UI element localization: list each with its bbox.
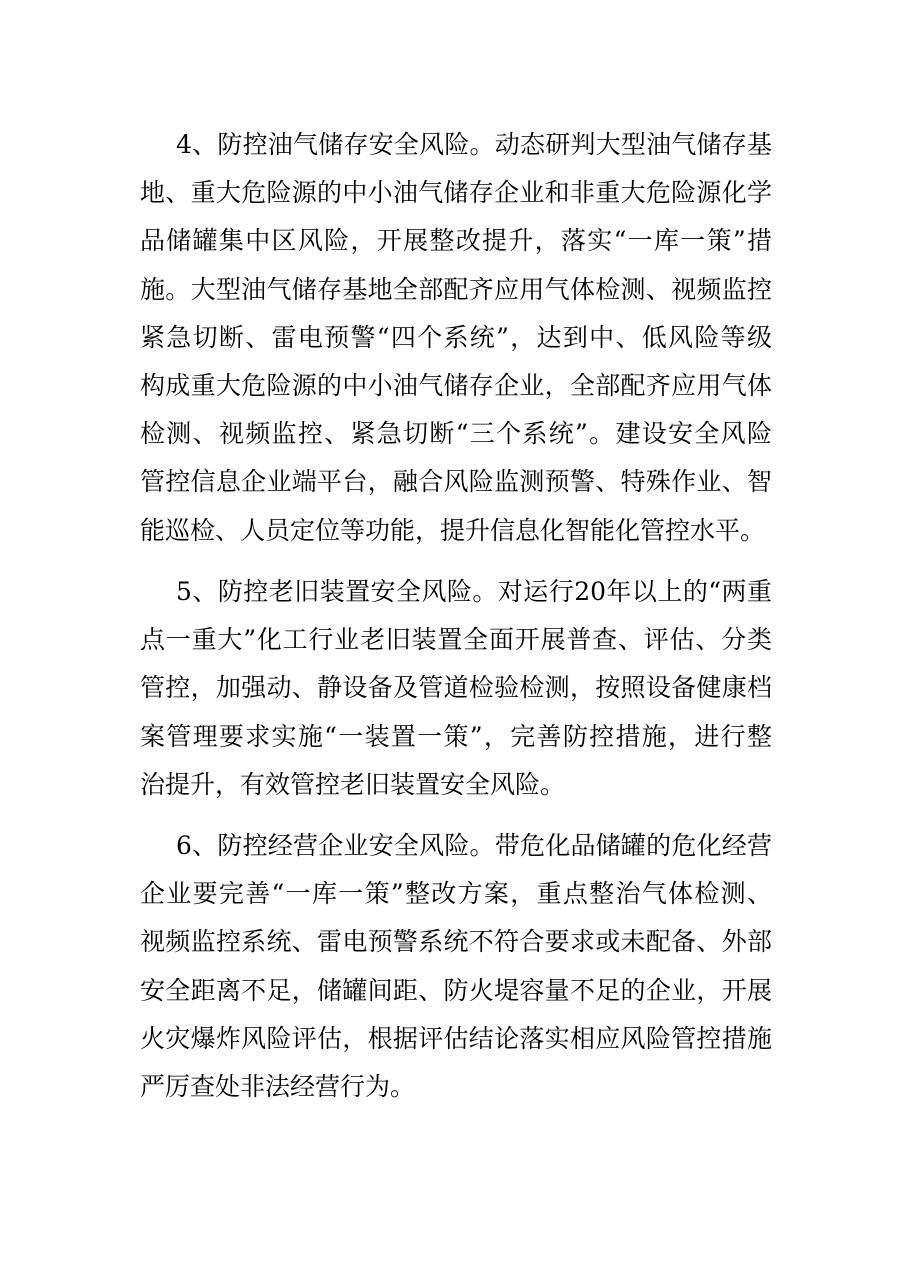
text-line: 5、防控老旧装置安全风险。对运行20年以上的“两重: [176, 577, 772, 606]
text-line: 点一重大”化工行业老旧装置全面开展普查、评估、分类: [140, 625, 772, 655]
text-line: 构成重大危险源的中小油气储存企业，全部配齐应用气体: [140, 370, 772, 400]
text-line: 案管理要求实施“一装置一策”，完善防控措施，进行整: [140, 721, 772, 751]
text-line: 企业要完善“一库一策”整改方案，重点整治气体检测、: [140, 879, 772, 909]
text-line: 检测、视频监控、紧急切断“三个系统”。建设安全风险: [140, 419, 772, 449]
text-line: 紧急切断、雷电预警“四个系统”，达到中、低风险等级: [140, 322, 772, 352]
text-line: 视频监控系统、雷电预警系统不符合要求或未配备、外部: [140, 927, 772, 957]
text-line: 火灾爆炸风险评估，根据评估结论落实相应风险管控措施: [140, 1023, 772, 1053]
text-line: 4、防控油气储存安全风险。动态研判大型油气储存基: [176, 130, 772, 159]
paragraph-oil-gas-storage: [140, 121, 772, 555]
text-line: 治提升，有效管控老旧装置安全风险。: [140, 769, 566, 799]
text-line: 严厉查处非法经营行为。: [140, 1071, 416, 1101]
text-line: 6、防控经营企业安全风险。带危化品储罐的危化经营: [176, 831, 772, 860]
text-line: 安全距离不足，储罐间距、防火堤容量不足的企业，开展: [140, 975, 772, 1005]
paragraph-business-enterprises: [140, 822, 772, 1111]
text-line: 品储罐集中区风险，开展整改提升，落实“一库一策”措: [140, 226, 772, 256]
text-line: 管控信息企业端平台，融合风险监测预警、特殊作业、智: [140, 467, 772, 497]
text-line: 能巡检、人员定位等功能，提升信息化智能化管控水平。: [140, 515, 766, 545]
text-line: 施。大型油气储存基地全部配齐应用气体检测、视频监控: [140, 274, 772, 304]
text-line: 管控，加强动、静设备及管道检验检测，按照设备健康档: [140, 673, 772, 703]
text-line: 地、重大危险源的中小油气储存企业和非重大危险源化学: [140, 178, 772, 208]
paragraph-old-equipment: [140, 568, 772, 809]
